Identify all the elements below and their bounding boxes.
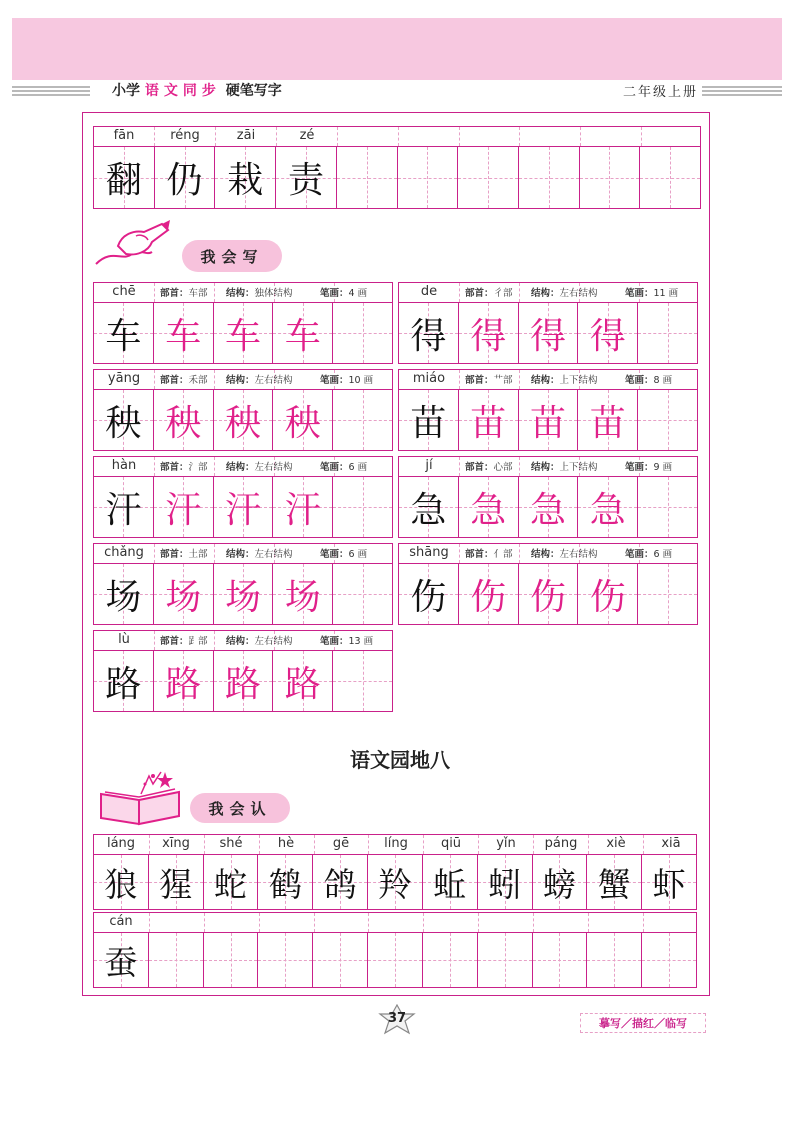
trace-char: 得 xyxy=(589,315,626,357)
strokes-label: 笔画： xyxy=(320,288,349,299)
radical-value: 禾部 xyxy=(188,375,208,386)
radical-label: 部首： xyxy=(160,288,189,299)
stroke-unit: 画 xyxy=(357,462,368,473)
strokes-value: 6 xyxy=(348,462,355,473)
strokes-value: 13 xyxy=(348,636,361,647)
pinyin-text: miáo xyxy=(412,371,446,386)
stroke-unit: 画 xyxy=(662,549,673,560)
structure-label: 结构： xyxy=(531,375,560,386)
book-title-b: 语文同步 xyxy=(144,83,221,99)
practice-cell[interactable] xyxy=(640,147,700,208)
recognize-char: 鹤 xyxy=(268,864,302,904)
practice-cell[interactable] xyxy=(333,390,392,450)
structure-value: 左右结构 xyxy=(254,462,293,473)
trace-char: 车 xyxy=(165,315,202,357)
stroke-unit: 画 xyxy=(662,375,673,386)
radical-value: 艹部 xyxy=(493,375,513,386)
pinyin-text: hè xyxy=(277,836,295,851)
trace-char: 场 xyxy=(224,576,261,618)
trace-char: 汗 xyxy=(224,489,261,531)
trace-char: 汗 xyxy=(284,489,321,531)
practice-cell[interactable] xyxy=(458,147,519,208)
trace-char: 急 xyxy=(470,489,507,531)
pen-writing-icon xyxy=(92,218,172,270)
write-item xyxy=(93,369,393,451)
recognize-char: 螃 xyxy=(542,864,576,904)
radical-value: 亻部 xyxy=(493,549,513,560)
model-char: 车 xyxy=(105,315,142,357)
trace-char: 车 xyxy=(284,315,321,357)
model-char: 急 xyxy=(410,489,447,531)
trace-char: 路 xyxy=(165,663,202,705)
structure-value: 左右结构 xyxy=(254,375,293,386)
structure-label: 结构： xyxy=(226,462,255,473)
pinyin-text: zé xyxy=(299,128,315,143)
strokes-label: 笔画： xyxy=(320,636,349,647)
practice-cell[interactable] xyxy=(333,303,392,363)
radical-label: 部首： xyxy=(160,462,189,473)
model-char: 责 xyxy=(287,160,324,201)
top-band xyxy=(12,18,782,80)
practice-cell[interactable] xyxy=(587,933,642,987)
model-char: 翻 xyxy=(105,160,142,201)
recognize-char: 猩 xyxy=(159,864,193,904)
practice-cell[interactable] xyxy=(580,147,641,208)
structure-value: 左右结构 xyxy=(254,549,293,560)
recognize-row xyxy=(93,834,697,910)
strokes-label: 笔画： xyxy=(625,375,654,386)
pinyin-text: gē xyxy=(332,836,350,851)
model-char: 得 xyxy=(410,315,447,357)
radical-label: 部首： xyxy=(465,462,494,473)
trace-char: 伤 xyxy=(529,576,566,618)
practice-cell[interactable] xyxy=(333,651,392,711)
stroke-unit: 画 xyxy=(357,288,368,299)
recognize-char: 狼 xyxy=(104,864,138,904)
structure-value: 左右结构 xyxy=(559,549,598,560)
structure-value: 左右结构 xyxy=(254,636,293,647)
practice-cell[interactable] xyxy=(638,303,697,363)
pinyin-text: xīng xyxy=(162,836,190,851)
strokes-label: 笔画： xyxy=(625,462,654,473)
strokes-label: 笔画： xyxy=(320,549,349,560)
page-number-badge xyxy=(376,1004,418,1036)
trace-char: 场 xyxy=(165,576,202,618)
structure-label: 结构： xyxy=(226,288,255,299)
trace-char: 路 xyxy=(224,663,261,705)
recognize-char: 蟹 xyxy=(597,864,631,904)
recognize-section-title: 我会认 xyxy=(190,793,290,823)
stroke-unit: 画 xyxy=(363,375,374,386)
practice-cell[interactable] xyxy=(337,147,398,208)
radical-label: 部首： xyxy=(465,288,494,299)
trace-char: 场 xyxy=(284,576,321,618)
strokes-value: 4 xyxy=(348,288,355,299)
radical-label: 部首： xyxy=(465,375,494,386)
page-header xyxy=(12,80,782,104)
practice-cell[interactable] xyxy=(333,477,392,537)
model-char: 仍 xyxy=(166,160,203,201)
write-section-title: 我会写 xyxy=(182,240,282,272)
recognize-char: 蛇 xyxy=(214,864,248,904)
practice-cell[interactable] xyxy=(398,147,459,208)
recognize-char: 蚯 xyxy=(433,864,467,904)
write-item xyxy=(398,456,698,538)
top-char-row xyxy=(93,126,701,209)
pinyin-text: jí xyxy=(425,458,433,473)
practice-cell[interactable] xyxy=(642,933,696,987)
trace-char: 秧 xyxy=(165,402,202,444)
write-item xyxy=(93,630,393,712)
structure-value: 独体结构 xyxy=(254,288,293,299)
radical-value: 彳部 xyxy=(493,288,513,299)
write-item xyxy=(93,456,393,538)
trace-char: 伤 xyxy=(589,576,626,618)
header-stripes-left xyxy=(12,86,90,96)
pinyin-text: zāi xyxy=(236,128,256,143)
trace-char: 秧 xyxy=(224,402,261,444)
radical-value: 心部 xyxy=(493,462,513,473)
radical-label: 部首： xyxy=(160,636,189,647)
pinyin-text: de xyxy=(420,284,438,299)
pinyin-text: shé xyxy=(219,836,243,851)
pinyin-text: xiè xyxy=(606,836,626,851)
write-item xyxy=(93,282,393,364)
strokes-value: 9 xyxy=(653,462,660,473)
model-char: 栽 xyxy=(227,160,264,201)
radical-label: 部首： xyxy=(160,375,189,386)
structure-value: 左右结构 xyxy=(559,288,598,299)
section-title: 语文园地八 xyxy=(350,748,450,772)
model-char: 秧 xyxy=(105,402,142,444)
book-title-a: 小学 xyxy=(112,83,140,99)
practice-cell[interactable] xyxy=(258,933,313,987)
practice-cell[interactable] xyxy=(519,147,580,208)
stroke-unit: 画 xyxy=(357,549,368,560)
practice-cell[interactable] xyxy=(204,933,259,987)
strokes-label: 笔画： xyxy=(625,549,654,560)
grade-label: 二年级上册 xyxy=(622,85,698,100)
trace-char: 路 xyxy=(284,663,321,705)
radical-value: 土部 xyxy=(188,549,208,560)
pinyin-text: láng xyxy=(106,836,136,851)
strokes-label: 笔画： xyxy=(625,288,654,299)
pinyin-strip xyxy=(94,127,700,147)
pinyin-text: chē xyxy=(112,284,136,299)
trace-char: 苗 xyxy=(529,402,566,444)
trace-char: 苗 xyxy=(470,402,507,444)
structure-value: 上下结构 xyxy=(559,375,598,386)
trace-char: 伤 xyxy=(470,576,507,618)
strokes-value: 11 xyxy=(653,288,666,299)
pinyin-text: qiū xyxy=(440,836,462,851)
write-item xyxy=(93,543,393,625)
pinyin-text: yāng xyxy=(107,371,141,386)
recognize-char: 羚 xyxy=(378,864,412,904)
radical-label: 部首： xyxy=(160,549,189,560)
practice-cell[interactable] xyxy=(478,933,533,987)
strokes-label: 笔画： xyxy=(320,375,349,386)
practice-cell[interactable] xyxy=(638,390,697,450)
trace-char: 得 xyxy=(529,315,566,357)
model-char: 汗 xyxy=(105,489,142,531)
radical-value: 氵部 xyxy=(188,462,208,473)
open-book-icon xyxy=(95,770,185,828)
practice-cell[interactable] xyxy=(313,933,368,987)
recognize-char: 蚕 xyxy=(104,942,138,982)
structure-label: 结构： xyxy=(226,375,255,386)
pinyin-text: shāng xyxy=(409,545,449,560)
practice-cell[interactable] xyxy=(638,564,697,624)
stroke-unit: 画 xyxy=(662,462,673,473)
practice-cell[interactable] xyxy=(638,477,697,537)
trace-char: 车 xyxy=(224,315,261,357)
structure-label: 结构： xyxy=(531,462,560,473)
model-char: 苗 xyxy=(410,402,447,444)
strokes-value: 8 xyxy=(653,375,660,386)
trace-char: 急 xyxy=(589,489,626,531)
pinyin-text: xiā xyxy=(661,836,681,851)
radical-value: 车部 xyxy=(188,288,208,299)
trace-char: 秧 xyxy=(284,402,321,444)
pinyin-text: líng xyxy=(384,836,408,851)
header-stripes-right xyxy=(702,86,782,96)
practice-cell[interactable] xyxy=(333,564,392,624)
write-item xyxy=(398,543,698,625)
recognize-char: 虾 xyxy=(652,864,686,904)
trace-char: 急 xyxy=(529,489,566,531)
practice-cell[interactable] xyxy=(423,933,478,987)
pinyin-text: yǐn xyxy=(496,836,516,851)
footer-label: 摹写／描红／临写 xyxy=(580,1013,706,1033)
pinyin-text: hàn xyxy=(111,458,137,473)
model-char: 伤 xyxy=(410,576,447,618)
strokes-value: 6 xyxy=(348,549,355,560)
pinyin-text: páng xyxy=(544,836,578,851)
radical-label: 部首： xyxy=(465,549,494,560)
structure-value: 上下结构 xyxy=(559,462,598,473)
page-number: 37 xyxy=(387,1011,407,1026)
pinyin-text: cán xyxy=(109,914,133,929)
write-item xyxy=(398,369,698,451)
radical-value: 𧾷部 xyxy=(188,636,208,647)
recognize-char: 鸽 xyxy=(323,864,357,904)
model-char: 路 xyxy=(105,663,142,705)
strokes-value: 10 xyxy=(348,375,361,386)
structure-label: 结构： xyxy=(531,288,560,299)
write-item xyxy=(398,282,698,364)
trace-char: 汗 xyxy=(165,489,202,531)
pinyin-text: réng xyxy=(170,128,200,143)
trace-char: 得 xyxy=(470,315,507,357)
structure-label: 结构： xyxy=(226,549,255,560)
practice-cell[interactable] xyxy=(149,933,204,987)
book-title xyxy=(112,80,282,100)
structure-label: 结构： xyxy=(531,549,560,560)
trace-char: 苗 xyxy=(589,402,626,444)
pinyin-text: fān xyxy=(113,128,135,143)
practice-cell[interactable] xyxy=(368,933,423,987)
stroke-unit: 画 xyxy=(668,288,679,299)
strokes-label: 笔画： xyxy=(320,462,349,473)
model-char: 场 xyxy=(105,576,142,618)
recognize-row xyxy=(93,912,697,988)
book-title-c: 硬笔写字 xyxy=(225,83,282,99)
pinyin-text: lù xyxy=(118,632,130,647)
practice-cell[interactable] xyxy=(533,933,588,987)
recognize-char: 蚓 xyxy=(488,864,522,904)
strokes-value: 6 xyxy=(653,549,660,560)
stroke-unit: 画 xyxy=(363,636,374,647)
pinyin-text: chǎng xyxy=(104,545,144,560)
structure-label: 结构： xyxy=(226,636,255,647)
